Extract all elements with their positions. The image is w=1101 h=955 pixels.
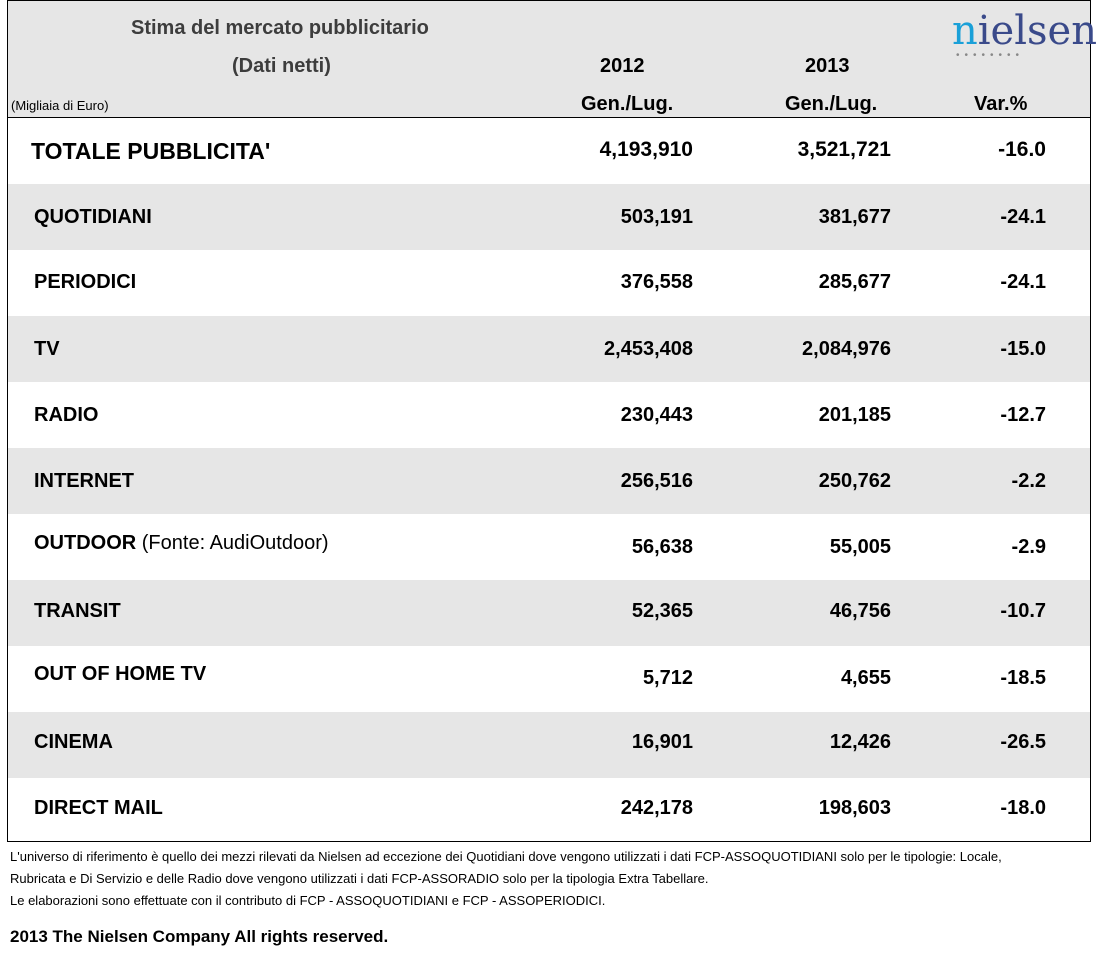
row-label-text: TRANSIT xyxy=(34,600,121,622)
row-label-note: (Fonte: AudiOutdoor) xyxy=(136,532,329,554)
table-subtitle: (Dati netti) xyxy=(232,55,331,77)
row-label-text: RADIO xyxy=(34,404,99,426)
nielsen-logo-wordmark xyxy=(952,7,1097,55)
value-2012: 2,453,408 xyxy=(604,338,693,360)
unit-label: (Migliaia di Euro) xyxy=(11,98,109,113)
copyright: 2013 The Nielsen Company All rights reserved. xyxy=(10,927,389,946)
value-2013: 12,426 xyxy=(829,731,891,753)
value-2012: 503,191 xyxy=(620,206,693,228)
value-var: -10.7 xyxy=(1000,600,1046,622)
value-2013: 198,603 xyxy=(818,797,891,819)
value-var: -12.7 xyxy=(1000,404,1046,426)
value-2013: 250,762 xyxy=(818,470,891,492)
table-row xyxy=(8,580,1090,646)
value-2013: 3,521,721 xyxy=(797,138,891,161)
table-row xyxy=(8,514,1090,580)
logo-first-letter: n xyxy=(952,8,978,54)
row-label xyxy=(34,271,136,294)
row-label xyxy=(34,600,121,623)
row-label-text: QUOTIDIANI xyxy=(34,206,152,228)
col-2013-period: Gen./Lug. xyxy=(785,93,878,115)
table-row xyxy=(8,712,1090,778)
row-label xyxy=(31,138,270,165)
value-var: -18.5 xyxy=(1000,667,1046,689)
table-row xyxy=(8,184,1090,250)
value-var: -18.0 xyxy=(1000,797,1046,819)
footnote-line: Le elaborazioni sono effettuate con il contributo di FCP - ASSOQUOTIDIANI e FCP - ASSOPERIODICI. xyxy=(10,893,606,908)
row-label xyxy=(34,663,206,686)
value-var: -2.9 xyxy=(1011,536,1046,558)
table-row xyxy=(8,316,1090,382)
row-label-text: TV xyxy=(34,338,60,360)
table-row xyxy=(8,382,1090,448)
row-label xyxy=(34,206,152,229)
table-row xyxy=(8,250,1090,316)
market-table xyxy=(7,0,1097,842)
value-2012: 16,901 xyxy=(631,731,693,753)
value-2012: 5,712 xyxy=(642,667,693,689)
col-2012-year: 2012 xyxy=(600,55,645,77)
row-label xyxy=(34,797,163,820)
row-label xyxy=(34,404,98,427)
logo-rest: ielsen xyxy=(977,8,1097,54)
value-2013: 2,084,976 xyxy=(802,338,891,360)
value-var: -15.0 xyxy=(1000,338,1046,360)
nielsen-logo xyxy=(952,7,1097,61)
row-label-text: CINEMA xyxy=(34,731,113,753)
value-2012: 230,443 xyxy=(620,404,693,426)
value-2012: 4,193,910 xyxy=(599,138,693,161)
value-2013: 381,677 xyxy=(818,206,891,228)
value-var: -2.2 xyxy=(1011,470,1046,492)
row-label-text: TOTALE PUBBLICITA' xyxy=(31,138,271,164)
row-label xyxy=(34,731,113,754)
footnote-line: L'universo di riferimento è quello dei mezzi rilevati da Nielsen ad eccezione dei Quotidiani dove vengono utilizzati i dati FCP-ASSOQUOTIDIANI solo per le tipologie: Locale, xyxy=(10,849,1002,864)
col-2012-period: Gen./Lug. xyxy=(581,93,674,115)
value-2013: 4,655 xyxy=(840,667,891,689)
value-2012: 56,638 xyxy=(631,536,693,558)
row-label-text: OUTDOOR xyxy=(34,532,137,554)
value-2013: 55,005 xyxy=(829,536,891,558)
footnotes xyxy=(10,846,1002,912)
value-2012: 242,178 xyxy=(620,797,693,819)
value-2012: 52,365 xyxy=(631,600,693,622)
logo-dots: •••••••• xyxy=(956,50,1025,61)
table-title: Stima del mercato pubblicitario xyxy=(131,17,429,39)
value-var: -24.1 xyxy=(1000,271,1046,293)
row-label-text: INTERNET xyxy=(34,470,134,492)
row-label-text: DIRECT MAIL xyxy=(34,797,163,819)
footnote-line: Rubricata e Di Servizio e delle Radio dove vengono utilizzati i dati FCP-ASSORADIO solo per la tipologia Extra Tabellare. xyxy=(10,871,709,886)
value-2013: 201,185 xyxy=(818,404,891,426)
total-row xyxy=(8,118,1090,184)
row-label xyxy=(34,338,60,361)
value-2013: 285,677 xyxy=(818,271,891,293)
value-2013: 46,756 xyxy=(829,600,891,622)
value-var: -16.0 xyxy=(998,138,1046,161)
row-label xyxy=(34,470,134,493)
value-2012: 256,516 xyxy=(620,470,693,492)
value-var: -26.5 xyxy=(1000,731,1046,753)
table-row xyxy=(8,778,1090,844)
table-row xyxy=(8,448,1090,514)
value-var: -24.1 xyxy=(1000,206,1046,228)
row-label-text: OUT OF HOME TV xyxy=(34,663,207,685)
col-var: Var.% xyxy=(974,93,1028,115)
row-label xyxy=(34,532,329,555)
row-label-text: PERIODICI xyxy=(34,271,137,293)
table-header xyxy=(8,1,1097,118)
col-2013-year: 2013 xyxy=(805,55,850,77)
value-2012: 376,558 xyxy=(620,271,693,293)
table-row xyxy=(8,646,1090,712)
